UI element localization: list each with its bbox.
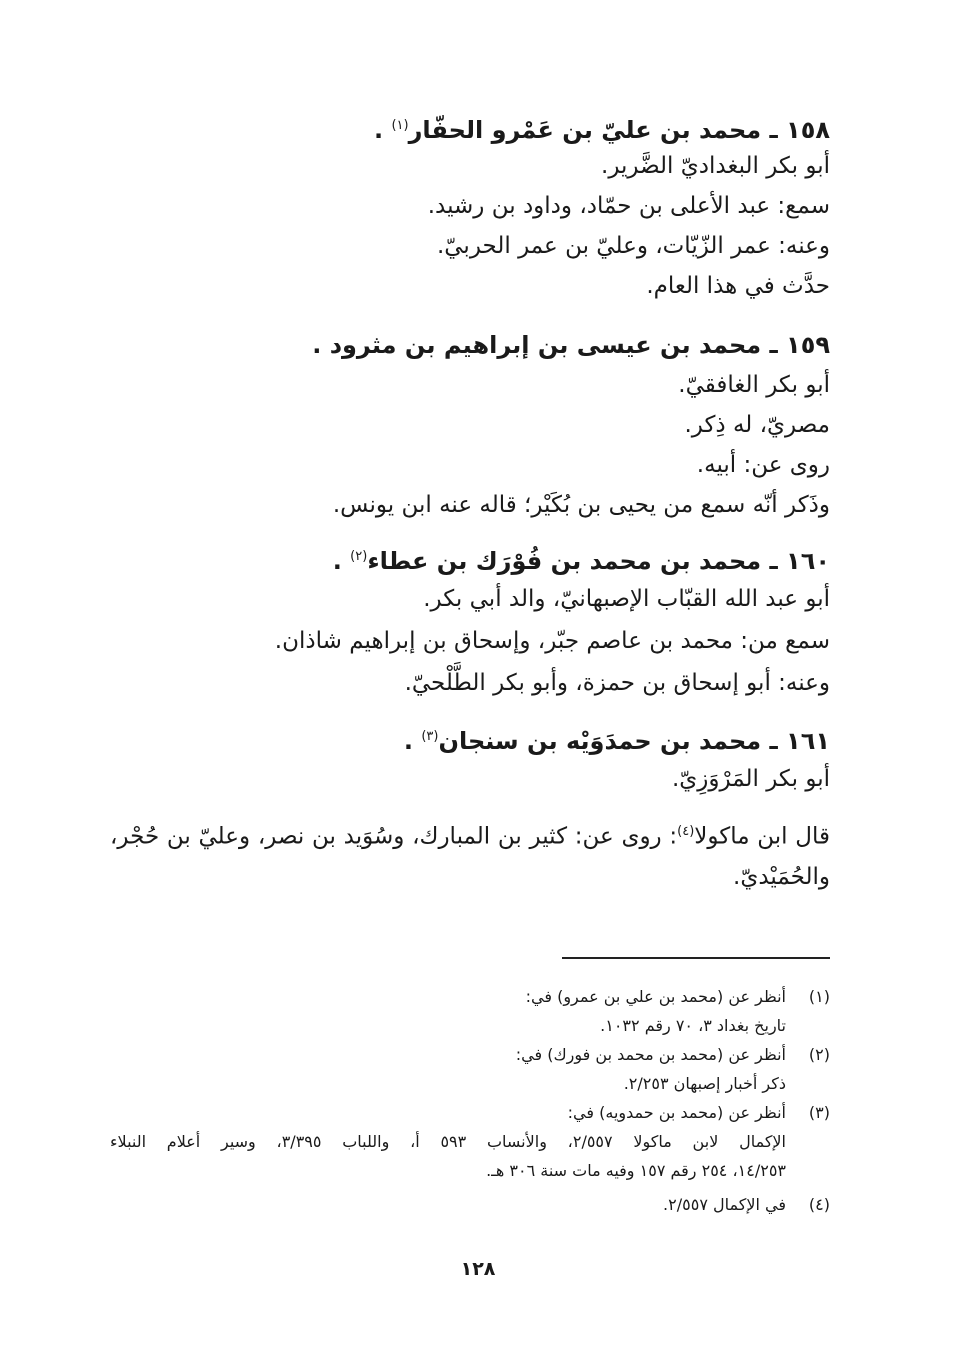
entry-heading-158: ١٥٨ ـ محمد بن عليّ بن عَمْرو الحفّار$^{(١)}$ . (373, 116, 830, 144)
footnote-number: (٣) (808, 1103, 830, 1122)
page-number: ١٢٨ (460, 1258, 496, 1280)
footnote-line: أنظر عن (محمد بن محمد بن فورك) في: (515, 1045, 786, 1064)
entry-line: وذَكر أنّه سمع من يحيى بن بُكَيْر؛ قاله عنه ابن يونس. (332, 492, 830, 518)
entry-line: سمع من: محمد بن عاصم جبّر، وإسحاق بن إبراهيم شاذان. (274, 628, 830, 654)
closing-paragraph: قال ابن ماكولا$^{(٤)}$: روى عن: كثير بن المبارك، وسُوَيد بن نصر، وعليّ بن حُجْر، والحُمَيْديّ. (110, 823, 830, 890)
entry-line: أبو بكر الغافقيّ. (678, 372, 830, 398)
entry-line: أبو بكر المَرْوَزِيّ. (671, 766, 830, 792)
footnote-ref-2[interactable]: (٢) (350, 549, 368, 564)
footnote-line: ١٤/٢٥٣، ٢٥٤ رقم ١٥٧ وفيه مات سنة ٣٠٦ هـ. (486, 1161, 786, 1180)
footnote-line: تاريخ بغداد ٣، ٧٠ رقم ١٠٣٢. (600, 1016, 786, 1035)
footnote-line: أنظر عن (محمد بن علي بن عمرو) في: (525, 987, 786, 1006)
entry-line: حدَّث في هذا العام. (646, 273, 830, 299)
footnote-divider (562, 957, 830, 959)
entry-line: وعنه: أبو إسحاق بن حمزة، وأبو بكر الطَّلْحيّ. (404, 670, 830, 696)
footnote-line: أنظر عن (محمد بن حمدويه) في: (567, 1103, 786, 1122)
footnote-ref-3[interactable]: (٣) (421, 729, 439, 744)
footnote-number: (٤) (808, 1195, 830, 1214)
footnote-ref-4[interactable]: (٤) (677, 824, 695, 839)
footnote-line: في الإكمال ٢/٥٥٧. (663, 1195, 786, 1214)
footnote-number: (١) (808, 987, 830, 1006)
footnote-line: ذكر أخبار إصبهان ٢/٢٥٣. (623, 1074, 786, 1093)
footnote-ref-1[interactable]: (١) (391, 118, 409, 133)
entry-line: أبو عبد الله القبّاب الإصبهانيّ، والد أبي بكر. (423, 586, 830, 612)
entry-line: مصريّ، له ذِكر. (684, 412, 830, 438)
entry-line: وعنه: عمر الزّيّات، وعليّ بن عمر الحربيّ. (436, 233, 830, 259)
footnote-line: الإكمال لابن ماكولا ٢/٥٥٧، والأنساب ٥٩٣ أ، واللباب ٣/٣٩٥، وسير أعلام النبلاء (110, 1132, 787, 1151)
footnote-number: (٢) (808, 1045, 830, 1064)
entry-heading-160: ١٦٠ ـ محمد بن محمد بن فُوْرَك بن عطاء$^{(٢)}$ . (332, 547, 830, 575)
entry-line: أبو بكر البغداديّ الضَّرير. (601, 153, 830, 179)
entry-heading-161: ١٦١ ـ محمد بن حمدَوَيْه بن سنجان$^{(٣)}$ . (403, 727, 830, 755)
entry-line: سمع: عبد الأعلى بن حمّاد، وداود بن رشيد. (427, 193, 830, 219)
entry-heading-159: ١٥٩ ـ محمد بن عيسى بن إبراهيم بن مثرود . (312, 331, 830, 359)
entry-line: روى عن: أبيه. (696, 452, 830, 478)
